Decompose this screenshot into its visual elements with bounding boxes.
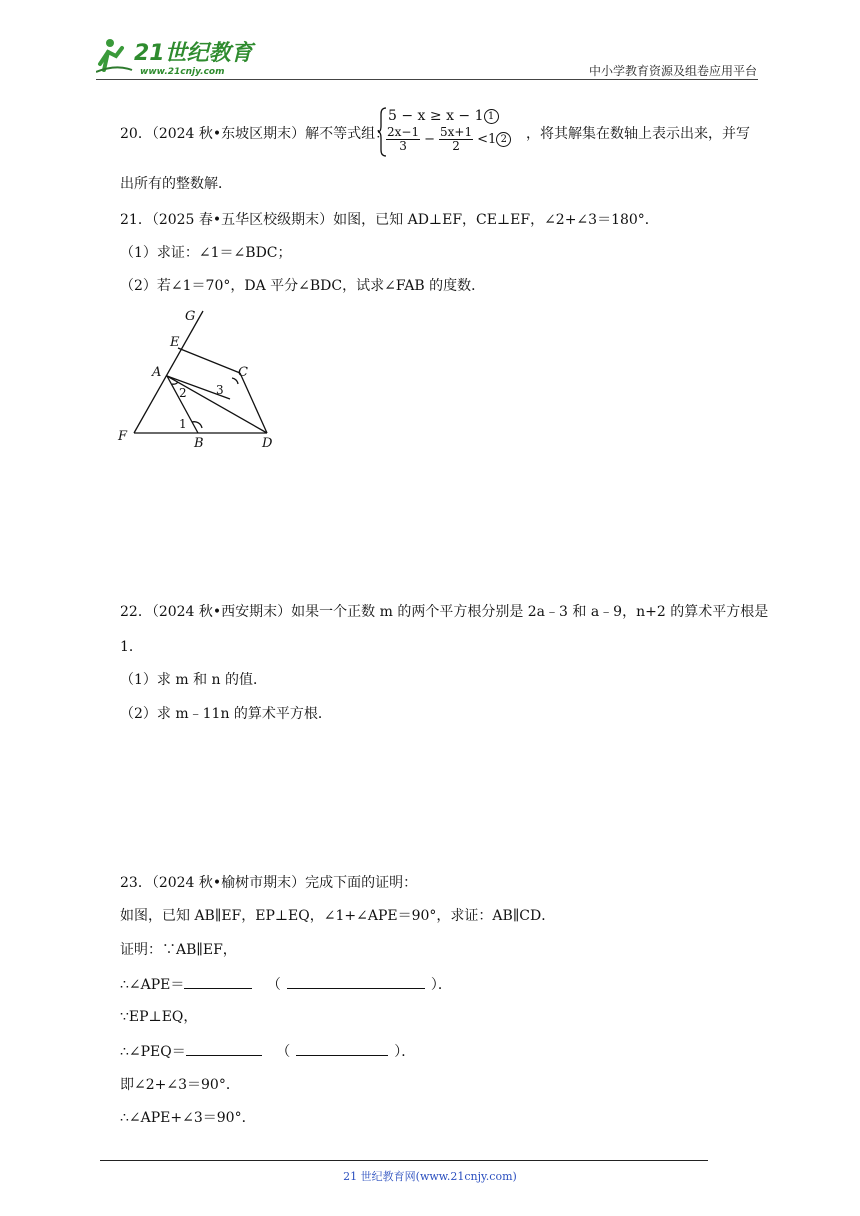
q20-inequality-2 <box>386 126 511 153</box>
site-logo <box>96 34 266 78</box>
fig-label-b: B <box>194 436 204 450</box>
answer-blank-2[interactable] <box>287 974 425 989</box>
q21-geometry-figure <box>112 308 287 450</box>
q23-proof-4-text: ∴∠PEQ＝ <box>120 1044 186 1060</box>
fig-label-d: D <box>262 436 273 450</box>
paren-open-2: （ <box>276 1044 291 1060</box>
platform-title: 中小学教育资源及组卷应用平台 <box>588 64 757 78</box>
q20-suffix: ，将其解集在数轴上表示出来，并写 <box>526 126 750 142</box>
q22-part1: （1）求 m 和 n 的值． <box>120 672 267 688</box>
q23-proof-1: 证明：∵AB∥EF， <box>120 942 237 958</box>
answer-blank-1[interactable] <box>184 974 252 989</box>
q20-frac1-den: 3 <box>399 139 407 153</box>
q20-line1: 5 − x ≥ x − 1 <box>388 108 484 124</box>
paren-open-1: （ <box>266 977 281 993</box>
q20-mark2: 2 <box>496 132 511 147</box>
fig-label-g: G <box>185 309 196 324</box>
q23-proof-2 <box>120 974 452 995</box>
fig-label-f: F <box>118 429 128 444</box>
q23-proof-4 <box>120 1041 415 1062</box>
header-divider <box>96 79 758 80</box>
answer-blank-3[interactable] <box>186 1041 262 1056</box>
q20-frac1-num: 2x−1 <box>387 125 420 139</box>
footer-divider <box>100 1160 708 1161</box>
paren-close-2: ）． <box>394 1044 416 1060</box>
q20-frac2-den: 2 <box>452 139 460 153</box>
q20-prefix: 20．（2024 秋•东坡区期末）解不等式组： <box>120 126 390 142</box>
fig-angle-2: 2 <box>179 386 187 400</box>
q23-proof-5: 即∠2+∠3＝90°． <box>120 1077 240 1093</box>
footer-text[interactable]: 21 世纪教育网(www.21cnjy.com) <box>343 1170 517 1183</box>
fig-angle-1: 1 <box>179 417 187 431</box>
q22-title: 22．（2024 秋•西安期末）如果一个正数 m 的两个平方根分别是 2a﹣3 和 a﹣9，n+2 的算术平方根是 <box>120 604 769 620</box>
q20-minus: − <box>424 132 435 147</box>
paren-close-1: ）． <box>430 977 452 993</box>
q20-line2: 出所有的整数解． <box>120 176 232 192</box>
q23-proof-2-text: ∴∠APE＝ <box>120 977 185 993</box>
q23-given: 如图，已知 AB∥EF，EP⊥EQ，∠1+∠APE＝90°，求证：AB∥CD． <box>120 908 556 924</box>
q20-inequality-1 <box>388 106 499 126</box>
fig-label-a: A <box>152 365 162 380</box>
logo-text: 21世纪教育 <box>134 41 253 66</box>
q20-less-than: <1 <box>477 132 497 147</box>
q23-title: 23．（2024 秋•榆树市期末）完成下面的证明： <box>120 875 418 891</box>
q20-frac2-num: 5x+1 <box>440 125 473 139</box>
q21-part2: （2）若∠1＝70°，DA 平分∠BDC，试求∠FAB 的度数． <box>120 278 486 294</box>
q22-title-cont: 1． <box>120 639 143 655</box>
q23-proof-6: ∴∠APE+∠3＝90°． <box>120 1110 256 1126</box>
logo-url: www.21cnjy.com <box>140 67 225 77</box>
q21-title: 21．（2025 春•五华区校级期末）如图，已知 AD⊥EF，CE⊥EF，∠2+∠3＝180°． <box>120 212 659 228</box>
fig-label-e: E <box>170 335 180 350</box>
q23-proof-3: ∵EP⊥EQ， <box>120 1009 198 1025</box>
fig-label-c: C <box>238 365 248 380</box>
q20-mark1: 1 <box>484 109 499 124</box>
fig-angle-3: 3 <box>216 383 224 397</box>
q22-part2: （2）求 m﹣11n 的算术平方根． <box>120 706 332 722</box>
answer-blank-4[interactable] <box>296 1041 388 1056</box>
q21-part1: （1）求证：∠1＝∠BDC； <box>120 245 292 261</box>
runner-logo-icon <box>96 34 266 78</box>
